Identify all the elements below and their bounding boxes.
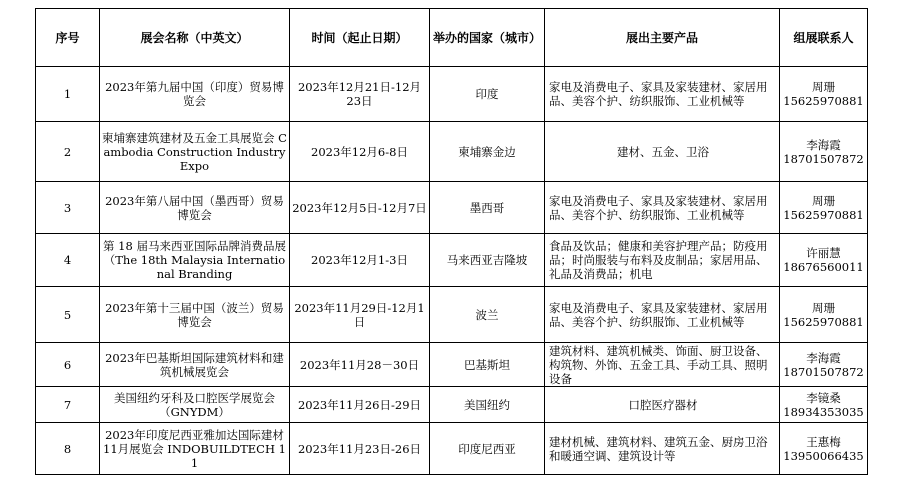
header-date: 时间（起止日期） bbox=[290, 9, 430, 67]
contact-name: 王惠梅 bbox=[806, 434, 841, 449]
table-row bbox=[36, 182, 868, 234]
cell-date bbox=[290, 387, 430, 423]
cell-products-text: 口腔医疗器材 bbox=[628, 397, 698, 412]
cell-no: 4 bbox=[36, 234, 100, 287]
contact-name: 许丽慧 bbox=[806, 246, 841, 260]
cell-name-text: 美国纽约牙科及口腔医学展览会 （GNYDM） bbox=[114, 390, 275, 419]
contact-name: 周珊 bbox=[812, 80, 835, 94]
contact-phone: 18934353035 bbox=[783, 404, 864, 419]
cell-country: 印度尼西亚 bbox=[430, 423, 545, 475]
cell-date bbox=[290, 182, 430, 234]
cell-contact bbox=[780, 234, 868, 287]
cell-date bbox=[290, 234, 430, 287]
cell-date-text: 2023年12月5日-12月7日 bbox=[292, 200, 427, 215]
cell-name-text: 2023年巴基斯坦国际建筑材料和建筑机械展览会 bbox=[105, 350, 284, 379]
cell-contact bbox=[780, 343, 868, 387]
cell-date-text: 2023年11月23日-26日 bbox=[297, 441, 422, 456]
cell-country: 波兰 bbox=[430, 287, 545, 343]
cell-no: 5 bbox=[36, 287, 100, 343]
cell-name bbox=[100, 343, 290, 387]
header-country: 举办的国家（城市） bbox=[430, 9, 545, 67]
header-row bbox=[36, 9, 868, 67]
cell-country: 美国纽约 bbox=[430, 387, 545, 423]
contact-phone: 18701507872 bbox=[783, 364, 864, 379]
contact-phone: 18701507872 bbox=[783, 151, 864, 166]
contact-phone: 18676560011 bbox=[783, 260, 864, 274]
cell-name-text: 2023年印度尼西亚雅加达国际建材11月展览会 INDOBUILDTECH 11 bbox=[103, 427, 286, 470]
cell-contact bbox=[780, 182, 868, 234]
cell-name bbox=[100, 234, 290, 287]
cell-products bbox=[545, 234, 780, 287]
contact-name: 李海霞 bbox=[806, 350, 841, 365]
table-row bbox=[36, 122, 868, 182]
cell-name-text: 2023年第九届中国（印度）贸易博览会 bbox=[105, 80, 284, 108]
cell-products bbox=[545, 343, 780, 387]
cell-date-text: 2023年11月29日-12月1日 bbox=[294, 300, 425, 329]
cell-products bbox=[545, 423, 780, 475]
cell-country: 柬埔寨金边 bbox=[430, 122, 545, 182]
cell-no: 8 bbox=[36, 423, 100, 475]
cell-no: 1 bbox=[36, 67, 100, 122]
contact-name: 李镜桑 bbox=[806, 390, 841, 405]
cell-name bbox=[100, 287, 290, 343]
contact-phone: 15625970881 bbox=[783, 94, 864, 108]
contact-phone: 13950066435 bbox=[783, 448, 864, 463]
cell-products bbox=[545, 122, 780, 182]
cell-no: 3 bbox=[36, 182, 100, 234]
cell-products-text: 家电及消费电子、家具及家装建材、家居用品、美容个护、纺织服饰、工业机械等 bbox=[549, 300, 768, 329]
cell-name bbox=[100, 423, 290, 475]
cell-name bbox=[100, 122, 290, 182]
table-row bbox=[36, 343, 868, 387]
cell-name-text: 第 18 届马来西亚国际品牌消费品展（The 18th Malaysia International Branding bbox=[103, 239, 286, 281]
header-name: 展会名称（中英文） bbox=[100, 9, 290, 67]
cell-country: 马来西亚吉隆坡 bbox=[430, 234, 545, 287]
cell-contact bbox=[780, 67, 868, 122]
cell-date bbox=[290, 343, 430, 387]
cell-products bbox=[545, 182, 780, 234]
cell-products bbox=[545, 287, 780, 343]
table-row bbox=[36, 67, 868, 122]
cell-contact bbox=[780, 387, 868, 423]
cell-date bbox=[290, 287, 430, 343]
table-row bbox=[36, 423, 868, 475]
cell-products bbox=[545, 387, 780, 423]
cell-country: 巴基斯坦 bbox=[430, 343, 545, 387]
cell-name bbox=[100, 67, 290, 122]
cell-date bbox=[290, 423, 430, 475]
cell-products-text: 建材、五金、卫浴 bbox=[617, 144, 709, 159]
cell-date bbox=[290, 67, 430, 122]
table-row bbox=[36, 287, 868, 343]
contact-phone: 15625970881 bbox=[783, 207, 864, 222]
cell-products-text: 家电及消费电子、家具及家装建材、家居用品、美容个护、纺织服饰、工业机械等 bbox=[549, 80, 768, 108]
cell-products bbox=[545, 67, 780, 122]
cell-date-text: 2023年12月6-8日 bbox=[311, 144, 408, 159]
table-row bbox=[36, 234, 868, 287]
cell-country: 印度 bbox=[430, 67, 545, 122]
cell-products-text: 家电及消费电子、家具及家装建材、家居用品、美容个护、纺织服饰、工业机械等 bbox=[549, 193, 768, 222]
contact-name: 周珊 bbox=[812, 193, 835, 208]
exhibition-table bbox=[35, 8, 868, 475]
cell-contact bbox=[780, 423, 868, 475]
contact-phone: 15625970881 bbox=[783, 314, 864, 329]
cell-no: 7 bbox=[36, 387, 100, 423]
cell-contact bbox=[780, 122, 868, 182]
cell-date bbox=[290, 122, 430, 182]
cell-products-text: 建筑材料、建筑机械类、饰面、厨卫设备、构筑物、外饰、五金工具、手动工具、照明设备 bbox=[549, 343, 768, 386]
cell-date-text: 2023年12月21日-12月23日 bbox=[297, 80, 422, 108]
cell-name-text: 2023年第十三届中国（波兰）贸易博览会 bbox=[105, 300, 284, 329]
header-no: 序号 bbox=[36, 9, 100, 67]
contact-name: 李海霞 bbox=[806, 137, 841, 152]
cell-name bbox=[100, 387, 290, 423]
header-products: 展出主要产品 bbox=[545, 9, 780, 67]
cell-date-text: 2023年11月26日-29日 bbox=[297, 397, 422, 412]
contact-name: 周珊 bbox=[812, 300, 835, 315]
cell-contact bbox=[780, 287, 868, 343]
cell-products-text: 食品及饮品；健康和美容护理产品；防疫用品；时尚服装与布料及皮制品；家居用品、礼品及消费品；机电 bbox=[549, 239, 768, 281]
cell-country: 墨西哥 bbox=[430, 182, 545, 234]
header-contact: 组展联系人 bbox=[780, 9, 868, 67]
cell-no: 6 bbox=[36, 343, 100, 387]
cell-name-text: 柬埔寨建筑建材及五金工具展览会 Cambodia Construction Industry Expo bbox=[102, 130, 287, 173]
cell-name bbox=[100, 182, 290, 234]
cell-products-text: 建材机械、建筑材料、建筑五金、厨房卫浴和暖通空调、建筑设计等 bbox=[549, 434, 768, 463]
table-row bbox=[36, 387, 868, 423]
cell-no: 2 bbox=[36, 122, 100, 182]
cell-name-text: 2023年第八届中国（墨西哥）贸易博览会 bbox=[105, 193, 284, 222]
cell-date-text: 2023年11月28－30日 bbox=[299, 357, 420, 372]
cell-date-text: 2023年12月1-3日 bbox=[311, 253, 408, 267]
